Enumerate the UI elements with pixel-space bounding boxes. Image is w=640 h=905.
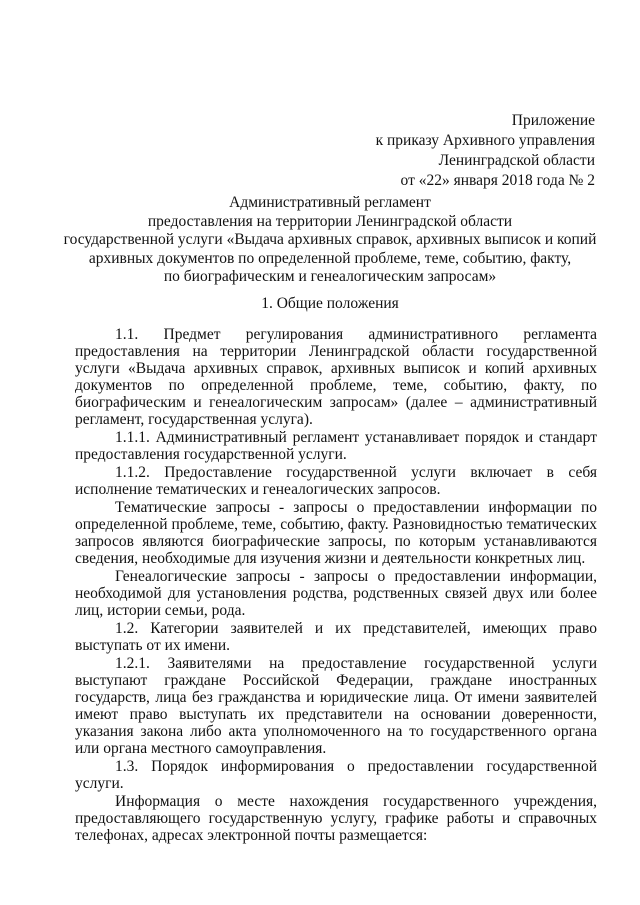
paragraph: 1.1.2. Предоставление государственной услуги включает в себя исполнение тематических и генеалогических запросов. [75, 464, 597, 498]
section-heading: 1. Общие положения [261, 295, 399, 312]
title-line: государственной услуги «Выдача архивных справок, архивных выписок и копий [63, 231, 597, 249]
title-line: предоставления на территории Ленинградской области [147, 212, 513, 230]
paragraph: Информация о месте нахождения государственного учреждения, предоставляющего государственную услугу, графике работы и справочных телефонах, адресах электронной почты размещается: [75, 793, 597, 844]
paragraph: Тематические запросы - запросы о предоставлении информации по определенной проблеме, теме, событию, факту. Разновидностью тематических запросов являются биографические запросы, по которым устанавливаются сведения, необходимые для изучения жизни и деятельности конкретных лиц. [75, 499, 597, 567]
appendix-line: от «22» января 2018 года № 2 [400, 172, 595, 189]
paragraph: 1.2. Категории заявителей и их представителей, имеющих право выступать от их имени. [75, 620, 597, 654]
appendix-line: Приложение [511, 112, 595, 129]
appendix-header [376, 111, 595, 191]
paragraph: 1.1.1. Административный регламент устанавливает порядок и стандарт предоставления государственной услуги. [75, 429, 597, 463]
paragraph: 1.3. Порядок информирования о предоставлении государственной услуги. [75, 758, 597, 792]
title-line: по биографическим и генеалогическим запросам» [163, 268, 497, 286]
document-title [60, 194, 600, 287]
appendix-line: Ленинградской области [438, 152, 595, 169]
title-line: Административный регламент [229, 194, 431, 211]
paragraph: Генеалогические запросы - запросы о предоставлении информации, необходимой для установления родства, родственных связей двух или более лиц, истории семьи, рода. [75, 568, 597, 619]
document-body [75, 326, 597, 844]
paragraph: 1.2.1. Заявителями на предоставление государственной услуги выступают граждане Российской Федерации, граждане иностранных государств, лица без гражданства и юридические лица. От имени заявителей имеют право выступать их представители на основании доверенности, указания закона либо акта уполномоченного на то государственного органа или органа местного самоуправления. [75, 655, 597, 757]
paragraph: 1.1. Предмет регулирования административного регламента предоставления на территории Ленинградской области государственной услуги «Выдача архивных справок, архивных выписок и копий архивных документов по определенной проблеме, теме, событию, факту, по биографическим и генеалогическим запросам» (далее – административный регламент, государственная услуга). [75, 326, 597, 428]
title-line: архивных документов по определенной проблеме, теме, событию, факту, [88, 249, 572, 267]
appendix-line: к приказу Архивного управления [375, 132, 595, 149]
